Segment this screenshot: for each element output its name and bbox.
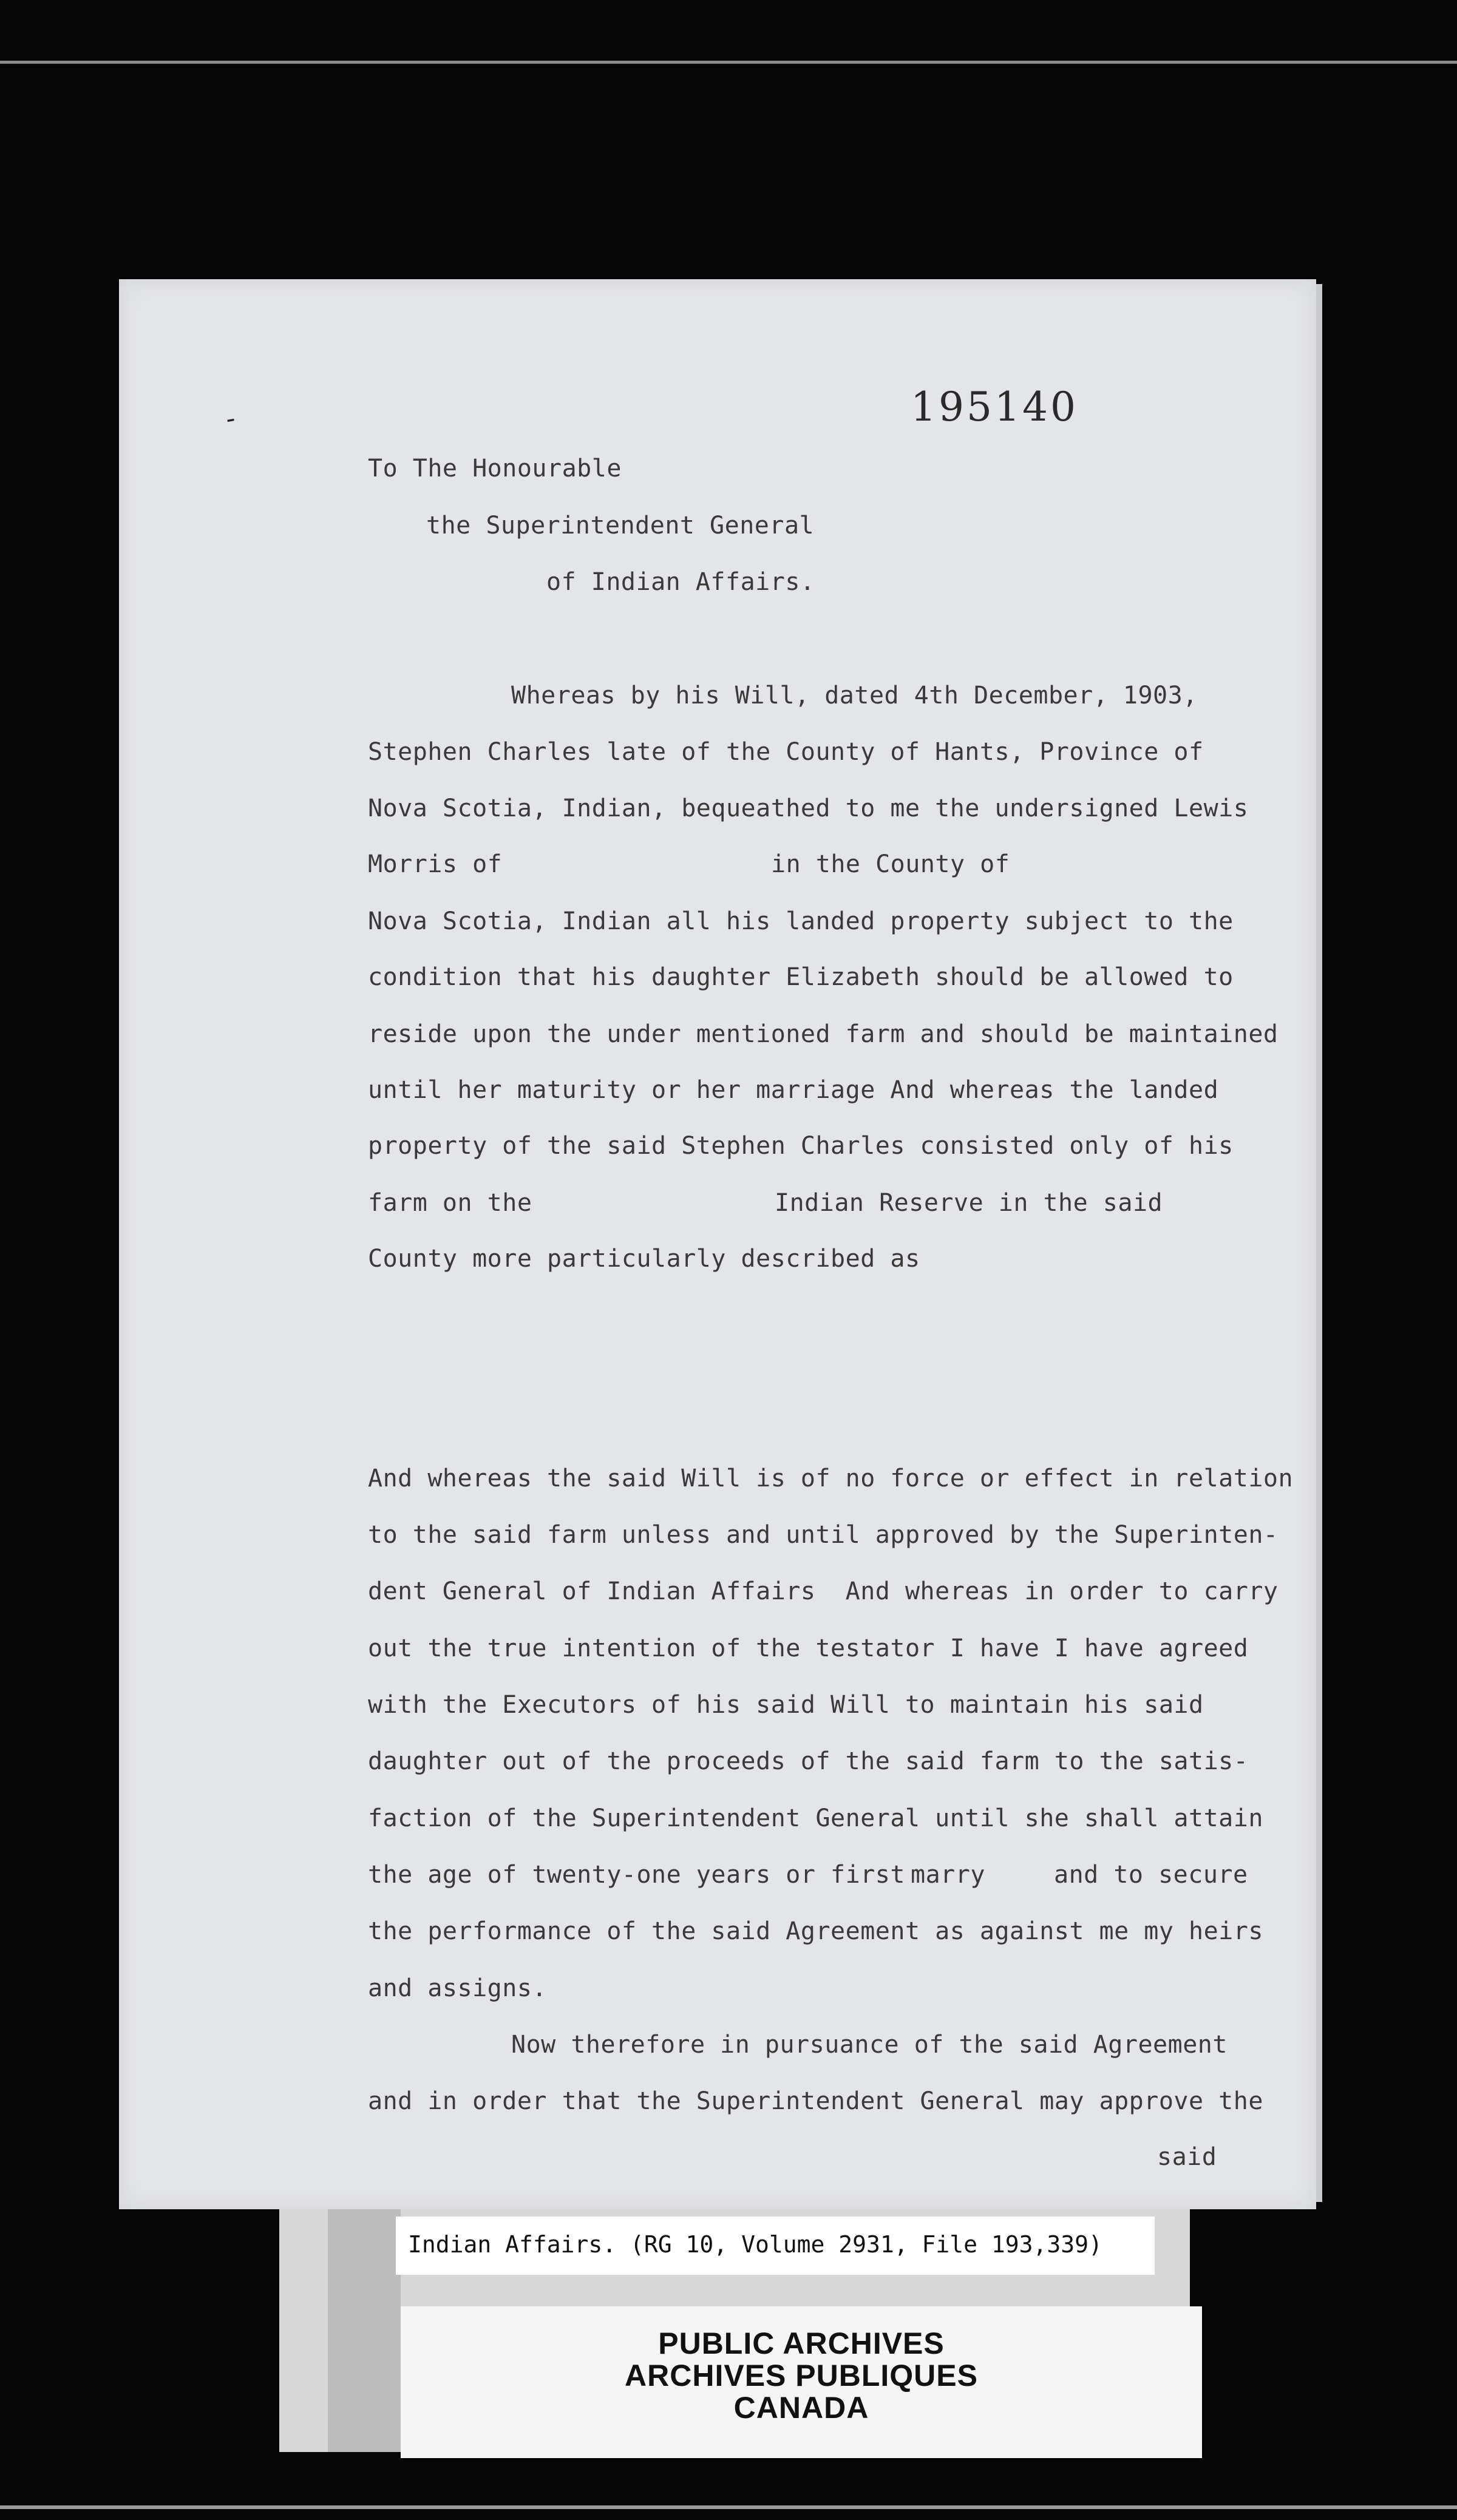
archive-label-shadow: [328, 2209, 401, 2452]
para1-line-4b: in the County of: [771, 850, 1010, 878]
para1-line-7: reside upon the under mentioned farm and should be maintained: [368, 1020, 1279, 1048]
para1-line-2: Stephen Charles late of the County of Hants, Province of: [368, 738, 1204, 766]
pencil-mark: -: [223, 403, 238, 434]
para1-line-10a: farm on the: [368, 1189, 532, 1217]
archive-stamp-line-2: ARCHIVES PUBLIQUES: [625, 2359, 978, 2393]
para3-line-2: and in order that the Superintendent General may approve the: [368, 2087, 1263, 2115]
para1-line-4a: Morris of: [368, 850, 503, 878]
para2-line-8b: marry: [911, 1861, 985, 1889]
para2-line-3: dent General of Indian Affairs And whereas in order to carry: [368, 1577, 1279, 1605]
para2-line-2: to the said farm unless and until approved by the Superinten-: [368, 1521, 1279, 1549]
para2-line-7: faction of the Superintendent General until she shall attain: [368, 1804, 1263, 1832]
para1-line-3: Nova Scotia, Indian, bequeathed to me the undersigned Lewis: [368, 794, 1249, 822]
address-line-2: the Superintendent General: [426, 512, 815, 540]
catchword: said: [1157, 2143, 1217, 2171]
para2-line-6: daughter out of the proceeds of the said farm to the satis-: [368, 1747, 1249, 1775]
para1-line-11: County more particularly described as: [368, 1245, 920, 1273]
archive-reference: Indian Affairs. (RG 10, Volume 2931, File 193,339): [408, 2231, 1102, 2258]
para2-line-10: and assigns.: [368, 1974, 547, 2002]
para1-line-5: Nova Scotia, Indian all his landed property subject to the: [368, 907, 1234, 935]
para1-line-9: property of the said Stephen Charles consisted only of his: [368, 1132, 1234, 1160]
para2-line-4: out the true intention of the testator I have I have agreed: [368, 1634, 1249, 1662]
para2-line-8a: the age of twenty-one years or first: [368, 1861, 905, 1889]
film-frame-bottom-rule: [0, 2505, 1457, 2509]
film-frame-top-rule: [0, 61, 1457, 64]
para3-line-1: Now therefore in pursuance of the said Agreement: [511, 2031, 1228, 2059]
document-page-edge: [1316, 284, 1322, 2202]
para2-line-9: the performance of the said Agreement as against me my heirs: [368, 1917, 1263, 1945]
archive-stamp-line-3: CANADA: [733, 2391, 869, 2425]
para2-line-8c: and to secure: [1054, 1861, 1248, 1889]
archive-stamp-line-1: PUBLIC ARCHIVES: [658, 2326, 945, 2360]
document-number: 195140: [911, 384, 1078, 430]
para2-line-5: with the Executors of his said Will to maintain his said: [368, 1691, 1204, 1719]
para1-line-10b: Indian Reserve in the said: [775, 1189, 1163, 1217]
para1-line-8: until her maturity or her marriage And whereas the landed: [368, 1076, 1219, 1104]
para1-line-6: condition that his daughter Elizabeth should be allowed to: [368, 963, 1234, 991]
address-line-3: of Indian Affairs.: [546, 568, 815, 596]
para2-line-1: And whereas the said Will is of no force or effect in relation: [368, 1465, 1294, 1492]
para1-line-1: Whereas by his Will, dated 4th December, 1903,: [511, 682, 1198, 710]
address-line-1: To The Honourable: [368, 455, 622, 483]
